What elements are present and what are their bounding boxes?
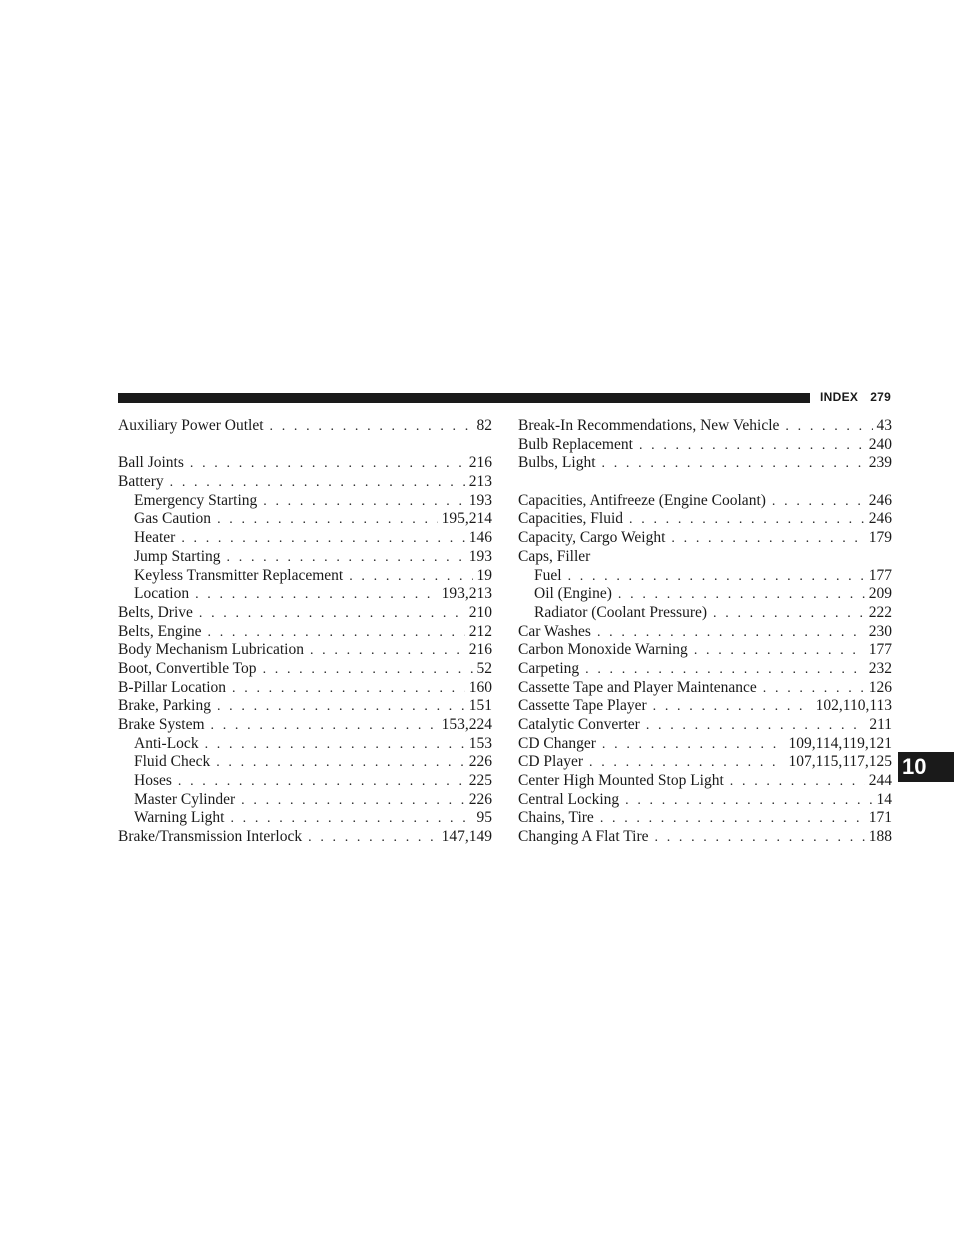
entry-term: Boot, Convertible Top bbox=[118, 659, 257, 677]
entry-term: Location bbox=[134, 585, 190, 603]
index-subentry bbox=[118, 809, 492, 828]
entry-term: Capacity, Cargo Weight bbox=[518, 529, 666, 547]
dot-leader bbox=[694, 642, 865, 660]
dot-leader bbox=[730, 773, 865, 791]
entry-term: Radiator (Coolant Pressure) bbox=[534, 603, 708, 621]
index-subentry bbox=[118, 735, 492, 754]
dot-leader bbox=[230, 810, 472, 828]
entry-term: Cassette Tape Player bbox=[518, 697, 647, 715]
index-entry bbox=[518, 697, 892, 716]
dot-leader bbox=[216, 754, 465, 772]
header-rule bbox=[118, 393, 810, 403]
index-subentry bbox=[118, 585, 492, 604]
dot-leader bbox=[653, 698, 812, 716]
entry-pages: 107,115,117,125 bbox=[788, 753, 892, 771]
index-subentry bbox=[118, 548, 492, 567]
chapter-tab: 10 bbox=[898, 752, 954, 782]
entry-term: Belts, Drive bbox=[118, 603, 193, 621]
entry-term: Master Cylinder bbox=[134, 790, 236, 808]
entry-pages: 239 bbox=[868, 454, 892, 472]
entry-term: Warning Light bbox=[134, 809, 225, 827]
entry-term: Emergency Starting bbox=[134, 491, 258, 509]
entry-pages: 52 bbox=[476, 659, 492, 677]
index-subentry bbox=[118, 529, 492, 548]
index-subentry bbox=[118, 510, 492, 529]
dot-leader bbox=[618, 586, 865, 604]
entry-term: Changing A Flat Tire bbox=[518, 828, 649, 846]
running-header bbox=[820, 390, 891, 404]
entry-term: CD Changer bbox=[518, 734, 596, 752]
dot-leader bbox=[178, 773, 465, 791]
dot-leader bbox=[349, 568, 472, 586]
entry-term: Ball Joints bbox=[118, 454, 184, 472]
page-number: 279 bbox=[870, 390, 892, 404]
entry-term: Oil (Engine) bbox=[534, 585, 612, 603]
index-subentry bbox=[518, 585, 892, 604]
dot-leader bbox=[600, 810, 865, 828]
entry-pages: 160 bbox=[468, 678, 492, 696]
dot-leader bbox=[205, 736, 465, 754]
entry-pages: 210 bbox=[468, 603, 492, 621]
index-entry bbox=[518, 753, 892, 772]
entry-term: Catalytic Converter bbox=[518, 716, 640, 733]
entry-pages: 226 bbox=[468, 753, 492, 771]
index-entry bbox=[518, 809, 892, 828]
entry-term: Bulbs, Light bbox=[518, 454, 596, 472]
entry-pages: 177 bbox=[868, 566, 892, 584]
index-entry bbox=[518, 791, 892, 810]
dot-leader bbox=[199, 605, 465, 623]
dot-leader bbox=[646, 717, 866, 735]
entry-term: Chains, Tire bbox=[518, 809, 594, 827]
dot-leader bbox=[211, 717, 438, 735]
entry-pages: 213 bbox=[468, 473, 492, 491]
index-entry bbox=[118, 716, 492, 735]
entry-term: Fluid Check bbox=[134, 753, 211, 771]
index-entry bbox=[518, 529, 892, 548]
section-title: INDEX bbox=[820, 390, 859, 404]
index-subentry bbox=[118, 753, 492, 772]
entry-pages: 43 bbox=[876, 417, 892, 434]
index-entry bbox=[118, 641, 492, 660]
index-entry bbox=[118, 604, 492, 623]
index-entry bbox=[118, 660, 492, 679]
entry-pages: 177 bbox=[868, 641, 892, 659]
dot-leader bbox=[639, 437, 865, 455]
dot-leader bbox=[772, 493, 865, 511]
entry-pages: 193 bbox=[468, 491, 492, 509]
dot-leader bbox=[241, 792, 465, 810]
index-entry bbox=[518, 492, 892, 511]
entry-pages: 14 bbox=[876, 790, 892, 808]
index-entry bbox=[118, 473, 492, 492]
entry-term: Center High Mounted Stop Light bbox=[518, 772, 724, 790]
entry-term: Keyless Transmitter Replacement bbox=[134, 566, 344, 584]
entry-pages: 188 bbox=[868, 828, 892, 846]
index-entry bbox=[118, 623, 492, 642]
entry-pages: 230 bbox=[868, 622, 892, 640]
entry-term: Carpeting bbox=[518, 659, 580, 677]
dot-leader bbox=[713, 605, 865, 623]
entry-pages: 244 bbox=[868, 772, 892, 790]
entry-pages: 109,114,119,121 bbox=[788, 734, 892, 752]
index-entry bbox=[118, 454, 492, 473]
entry-pages: 95 bbox=[476, 809, 492, 827]
entry-pages: 232 bbox=[868, 659, 892, 677]
entry-term: Capacities, Fluid bbox=[518, 510, 624, 528]
dot-leader bbox=[589, 754, 785, 772]
entry-pages: 216 bbox=[468, 641, 492, 659]
index-entry bbox=[518, 623, 892, 642]
dot-leader bbox=[602, 455, 865, 473]
dot-leader bbox=[270, 418, 473, 436]
index-entry bbox=[518, 660, 892, 679]
entry-term: Battery bbox=[118, 473, 164, 491]
index-entry bbox=[518, 679, 892, 698]
index-entry bbox=[118, 417, 492, 436]
entry-term: Carbon Monoxide Warning bbox=[518, 641, 688, 659]
entry-term: Brake/Transmission Interlock bbox=[118, 828, 303, 846]
index-subentry bbox=[118, 492, 492, 511]
entry-pages: 153 bbox=[468, 734, 492, 752]
entry-pages: 82 bbox=[476, 417, 492, 434]
entry-pages: 222 bbox=[868, 603, 892, 621]
entry-pages: 212 bbox=[468, 622, 492, 640]
index-column-left bbox=[118, 417, 492, 847]
dot-leader bbox=[785, 418, 872, 436]
entry-pages: 146 bbox=[468, 529, 492, 547]
index-entry bbox=[118, 679, 492, 698]
index-subentry bbox=[118, 567, 492, 586]
entry-term: CD Player bbox=[518, 753, 584, 771]
entry-term: Fuel bbox=[534, 566, 562, 584]
entry-term: Central Locking bbox=[518, 790, 620, 808]
entry-term: Gas Caution bbox=[134, 510, 212, 528]
dot-leader bbox=[602, 736, 785, 754]
dot-leader bbox=[629, 511, 865, 529]
dot-leader bbox=[217, 698, 465, 716]
dot-leader bbox=[181, 530, 464, 548]
entry-term: Capacities, Antifreeze (Engine Coolant) bbox=[518, 491, 766, 509]
entry-pages: 216 bbox=[468, 454, 492, 472]
entry-term: Body Mechanism Lubrication bbox=[118, 641, 304, 659]
entry-term: Jump Starting bbox=[134, 547, 221, 565]
dot-leader bbox=[585, 661, 865, 679]
index-entry bbox=[118, 697, 492, 716]
index-entry bbox=[518, 641, 892, 660]
dot-leader bbox=[763, 680, 865, 698]
dot-leader bbox=[263, 661, 473, 679]
index-entry bbox=[518, 510, 892, 529]
index-entry bbox=[518, 772, 892, 791]
entry-pages: 195,214 bbox=[441, 510, 492, 528]
entry-term: Anti-Lock bbox=[134, 734, 199, 752]
dot-leader bbox=[195, 586, 438, 604]
entry-pages: 225 bbox=[468, 772, 492, 790]
entry-pages: 171 bbox=[868, 809, 892, 827]
entry-pages: 193,213 bbox=[441, 585, 492, 603]
index-entry bbox=[118, 828, 492, 847]
dot-leader bbox=[232, 680, 465, 698]
dot-leader bbox=[263, 493, 464, 511]
dot-leader bbox=[655, 829, 865, 847]
index-entry bbox=[518, 735, 892, 754]
entry-pages: 151 bbox=[468, 697, 492, 715]
dot-leader bbox=[190, 455, 465, 473]
index-subentry bbox=[118, 791, 492, 810]
entry-pages: 240 bbox=[868, 435, 892, 453]
dot-leader bbox=[671, 530, 864, 548]
entry-pages: 19 bbox=[476, 566, 492, 584]
entry-pages: 209 bbox=[868, 585, 892, 603]
dot-leader bbox=[597, 624, 865, 642]
index-entry bbox=[518, 436, 892, 455]
entry-spacer bbox=[118, 436, 492, 455]
dot-leader bbox=[208, 624, 465, 642]
entry-term: Cassette Tape and Player Maintenance bbox=[518, 678, 757, 696]
dot-leader bbox=[310, 642, 465, 660]
entry-pages: 126 bbox=[868, 678, 892, 696]
entry-pages: 226 bbox=[468, 790, 492, 808]
entry-term: Heater bbox=[134, 529, 176, 547]
dot-leader bbox=[227, 549, 465, 567]
index-entry bbox=[518, 716, 892, 735]
index-subentry bbox=[518, 567, 892, 586]
dot-leader bbox=[625, 792, 872, 810]
entry-pages: 211 bbox=[869, 716, 892, 733]
entry-pages: 246 bbox=[868, 510, 892, 528]
index-subentry bbox=[118, 772, 492, 791]
entry-term: Car Washes bbox=[518, 622, 591, 640]
entry-pages: 153,224 bbox=[441, 716, 492, 733]
entry-term: Break-In Recommendations, New Vehicle bbox=[518, 417, 780, 434]
entry-term: Hoses bbox=[134, 772, 172, 790]
index-subentry bbox=[518, 604, 892, 623]
entry-term: Belts, Engine bbox=[118, 622, 202, 640]
entry-pages: 193 bbox=[468, 547, 492, 565]
entry-term: Auxiliary Power Outlet bbox=[118, 417, 264, 434]
entry-term: Brake System bbox=[118, 716, 205, 733]
entry-spacer bbox=[518, 473, 892, 492]
entry-pages: 246 bbox=[868, 491, 892, 509]
index-entry bbox=[518, 454, 892, 473]
index-entry bbox=[518, 828, 892, 847]
entry-term: Brake, Parking bbox=[118, 697, 211, 715]
dot-leader bbox=[568, 568, 865, 586]
entry-term: Bulb Replacement bbox=[518, 435, 633, 453]
index-entry bbox=[518, 548, 892, 567]
dot-leader bbox=[170, 474, 465, 492]
index-entry bbox=[518, 417, 892, 436]
entry-pages: 102,110,113 bbox=[815, 697, 892, 715]
entry-pages: 179 bbox=[868, 529, 892, 547]
dot-leader bbox=[308, 829, 438, 847]
entry-term: B-Pillar Location bbox=[118, 678, 227, 696]
dot-leader bbox=[217, 511, 438, 529]
entry-pages: 147,149 bbox=[441, 828, 492, 846]
index-column-right bbox=[518, 417, 892, 847]
entry-term: Caps, Filler bbox=[518, 547, 591, 565]
